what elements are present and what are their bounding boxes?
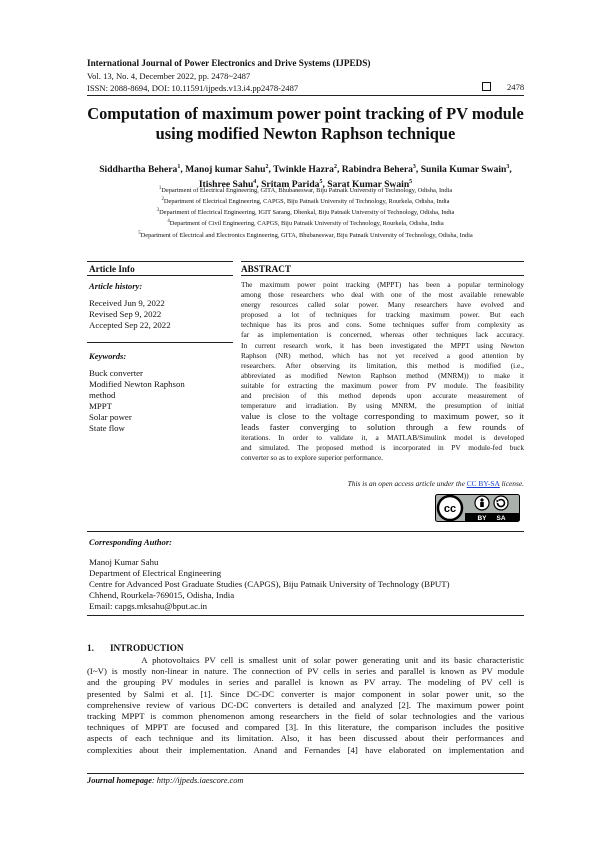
footer-rule: [87, 773, 524, 774]
abstract-line: energy resources called solar power. Many researchers have evolved and: [241, 300, 524, 310]
abstract-line: leads faster converging to solution through a few rounds of: [241, 422, 524, 433]
author-line: Siddhartha Behera$^1$, Manoj kumar Sahu$^2$, Twinkle Hazra$^2$, Rabindra Behera$^3$, Sunila Kumar Swain$^3$,: [99, 164, 512, 176]
affiliations: [87, 184, 524, 240]
intro-line: A photovoltaics PV cell is smallest unit of solar power generating unit and its basic characteristic: [87, 655, 524, 665]
corresponding-line: Department of Electrical Engineering: [89, 568, 222, 578]
keyword: Modified Newton Raphson: [89, 379, 185, 389]
homepage-label: Journal homepage: [87, 776, 152, 785]
abstract-rule: [241, 275, 524, 276]
intro-body: [87, 655, 524, 756]
abstract-line: value is close to the voltage corresponding to maximum power, so it: [241, 411, 524, 422]
history-item: Revised Sep 9, 2022: [89, 309, 162, 319]
keyword: State flow: [89, 423, 125, 433]
paper-title: [87, 104, 524, 144]
corresponding-line: Chhend, Rourkela-769015, Odisha, India: [89, 590, 235, 600]
article-info-rule: [87, 275, 233, 276]
title-line: Computation of maximum power point tracking of PV module: [87, 104, 524, 123]
abstract-line: researchers. After observing its limitation, this method is modified (i.e.,: [241, 360, 524, 370]
svg-text:cc: cc: [443, 503, 457, 515]
intro-heading: 1. INTRODUCTION: [87, 643, 184, 653]
cc-by-sa-badge[interactable]: [435, 494, 520, 522]
keywords-heading: Keywords:: [89, 351, 127, 361]
history-item: Accepted Sep 22, 2022: [89, 320, 171, 330]
cc-badge-strip: [465, 513, 519, 522]
page-number: 2478: [507, 82, 525, 92]
keyword: Solar power: [89, 412, 132, 422]
abstract-line: and simulated. The proposed method is incorporated in PV module-fed buck: [241, 443, 524, 453]
keywords-rule: [87, 342, 233, 343]
issn-doi: ISSN: 2088-8694, DOI: 10.11591/ijpeds.v13.i4.pp2478-2487: [87, 83, 299, 93]
corresponding-line: Email: capgs.mksahu@bput.ac.in: [89, 601, 208, 611]
corresponding-line: Manoj Kumar Sahu: [89, 557, 159, 567]
intro-line: comprehensive review of various DC-DC converters is detailed and analyzed [2]. The maximum power point: [87, 699, 524, 710]
intro-line: tracking MPPT is common phenomenon among researchers in the field of solar technologies and the various: [87, 711, 524, 722]
title-line: using modified Newton Raphson technique: [155, 124, 456, 143]
corresponding-heading: Corresponding Author:: [89, 537, 173, 547]
affiliation-line: $^1$Department of Electrical Engineering, GITA, Bhubaneswar, Biju Patnaik University of Technology, Odisha, India: [158, 186, 453, 195]
intro-line: aspects of each technique and its limitation. Also, it has been discussed about their performances and: [87, 733, 524, 744]
abstract-line: suitable for extracting the maximum power from PV module. The feasibility: [241, 380, 524, 390]
abstract-line: The maximum power point tracking (MPPT) has been a popular terminology: [241, 280, 524, 289]
intro-line: techniques of MPPT are focused and compared [3]. In this literature, the comparison includes the positive: [87, 722, 524, 733]
abstract-line: iterations. In order to validate it, a MATLAB/Simulink model is developed: [241, 433, 524, 443]
cc-sa-label: SA: [496, 515, 506, 522]
corresponding-details: [89, 557, 450, 612]
intro-line: complexities about their implementation. Anand and Fernandes [4] have elaborated on implementation and: [87, 744, 524, 755]
article-info-rule-top: [87, 261, 233, 262]
journal-homepage: [87, 776, 243, 785]
intro-line: and the grouping PV modules in series and parallel is known as PV array. The modeling of PV cell is: [87, 677, 524, 688]
license-link[interactable]: CC BY-SA: [466, 479, 500, 488]
abstract-line: In current research work, it has been investigated the MPPT using Newton: [241, 340, 524, 350]
abstract-line: and precision of this method depends upon accurate measurement of: [241, 391, 524, 401]
keyword: method: [89, 390, 116, 400]
abstract-line: among those researchers who deal with one of the most available renewable: [241, 290, 524, 300]
keywords-list: [89, 368, 185, 434]
abstract-line: temperature and irradiation. By using MNRM, the presumption of initial: [241, 401, 524, 411]
corresponding-bottom-rule: [87, 615, 524, 616]
abstract-body: [241, 280, 524, 464]
history-heading: Article history:: [89, 281, 143, 291]
affiliation-line: $^2$Department of Electrical Engineering, CAPGS, Biju Patnaik University of Technology, Rourkela, Odisha, India: [161, 197, 450, 206]
abstract-rule-top: [241, 261, 524, 262]
intro-line: (I~V) is mostly non-linear in nature. The connection of PV cells in series and parallel is known as PV module: [87, 666, 524, 677]
article-info-heading: Article Info: [89, 264, 135, 274]
abstract-heading: ABSTRACT: [241, 264, 292, 274]
volume-info: Vol. 13, No. 4, December 2022, pp. 2478~2487: [87, 71, 251, 81]
homepage-url[interactable]: : http://ijpeds.iaescore.com: [151, 776, 244, 785]
journal-title: International Journal of Power Electronics and Drive Systems (IJPEDS): [87, 58, 371, 68]
affiliation-line: $^5$Department of Electrical and Electronics Engineering, GITA, Bhubaneswar, Biju Patnaik University of Technology, Odisha, India: [138, 230, 473, 239]
abstract-line: proposed a lot of techniques for tracking maximum power. But each: [241, 310, 524, 320]
intro-line: presented by Salmi et al. [1]. Since DC-DC converter is major component in solar power unit, so the: [87, 688, 524, 699]
history-item: Received Jun 9, 2022: [89, 298, 165, 308]
header-divider: [87, 95, 524, 96]
keyword: MPPT: [89, 401, 112, 411]
abstract-line: technique has its pros and cons. Some techniques suffer from complexity as: [241, 320, 524, 330]
abstract-line: converter so as to explore superior performance.: [241, 453, 384, 463]
abstract-line: Raphson (NR) method, which has not yet received a good attention by: [241, 350, 524, 360]
keyword: Buck converter: [89, 368, 143, 378]
abstract-bottom-rule: [87, 531, 524, 532]
cc-by-label: BY: [477, 515, 487, 522]
affiliation-line: $^3$Department of Electrical Engineering, IGIT Sarang, Dhenkal, Biju Patnaik University of Technology, Odisha, India: [156, 208, 455, 217]
abstract-line: abbreviated as modified Newton Raphson method (MNRM)) to make it: [241, 370, 524, 380]
abstract-line: far as implementation is concerned, whereas other techniques lack accuracy.: [241, 330, 524, 340]
license-note: [241, 479, 524, 488]
sa-icon: [494, 496, 508, 510]
license-prefix: This is an open access article under the: [347, 479, 467, 488]
square-icon: [482, 82, 491, 91]
corresponding-line: Centre for Advanced Post Graduate Studies (CAPGS), Biju Patnaik University of Technology (BPUT): [89, 579, 450, 589]
affiliation-line: $^4$Department of Civil Engineering, CAPGS, Biju Patnaik University of Technology, Rourkela, Odisha, India: [167, 219, 444, 228]
license-suffix: license.: [499, 479, 524, 488]
history-list: [89, 298, 171, 331]
author-line: Itishree Sahu$^4$, Sritam Parida$^5$, Sarat Kumar Swain$^5$: [198, 179, 413, 191]
